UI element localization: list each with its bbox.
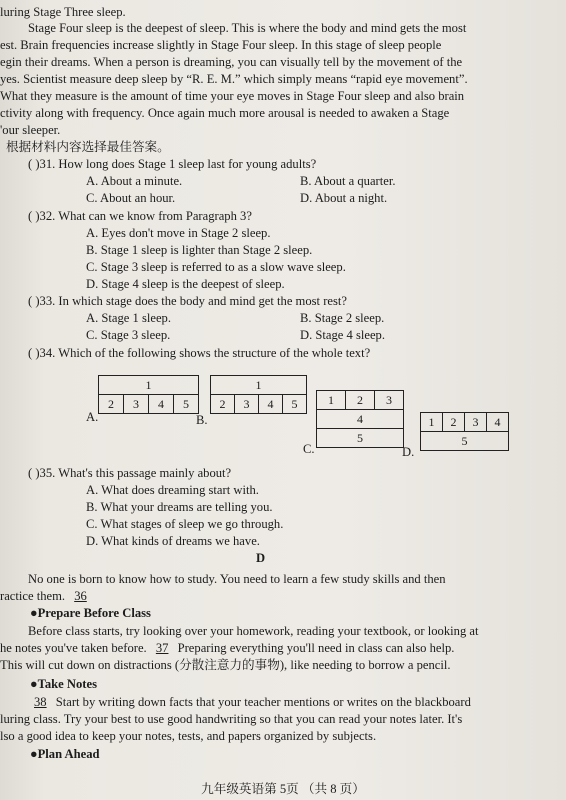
para-line: est. Brain frequencies increase slightly in Stage Four sleep. In this stage of sleep people <box>0 38 442 52</box>
diagram-label-d: D. <box>402 445 415 459</box>
question-32: ( )32. What can we know from Paragraph 3? <box>28 209 252 223</box>
intro-text: ractice them. <box>0 589 66 603</box>
intro-line: No one is born to know how to study. You need to learn a few study skills and then <box>28 572 446 586</box>
para-line: yes. Scientist measure deep sleep by “R. E. M.” which simply means “rapid eye movement”. <box>0 72 468 86</box>
option-d: D. What kinds of dreams we have. <box>86 534 260 548</box>
p2-line: luring class. Try your best to use good handwriting so that you can read your notes later. It's <box>0 712 463 726</box>
diagram-cell: 1 <box>211 376 307 395</box>
diagram-cell: 4 <box>149 395 174 414</box>
passage-c-line0: luring Stage Three sleep. <box>0 5 126 19</box>
para-line: Stage Four sleep is the deepest of sleep. This is where the body and mind gets the most <box>28 21 467 35</box>
diagram-cell: 1 <box>421 413 443 432</box>
diagram-cell: 5 <box>283 395 307 414</box>
option-a: A. About a minute. <box>86 174 183 188</box>
para-line: ctivity along with frequency. Once again much more arousal is needed to awaken a Stage <box>0 106 450 120</box>
intro-line-2 <box>0 588 93 604</box>
option-b: B. Stage 1 sleep is lighter than Stage 2 sleep. <box>86 243 313 257</box>
para-line: egin their dreams. When a person is dreaming, you can visually tell by the movement of the <box>0 55 463 69</box>
diagram-cell: 1 <box>99 376 199 395</box>
diagram-cell: 1 <box>317 391 346 410</box>
instruction: 根据材料内容选择最佳答案。 <box>6 140 170 154</box>
diagram-cell: 5 <box>174 395 199 414</box>
option-a: A. Stage 1 sleep. <box>86 311 171 325</box>
p1-text: Preparing everything you'll need in class can also help. <box>177 641 455 655</box>
diagram-cell: 3 <box>465 413 487 432</box>
blank-37: 37 <box>155 641 169 655</box>
para-line: What they measure is the amount of time your eye moves in Stage Four sleep and also brain <box>0 89 465 103</box>
option-d: D. About a night. <box>300 191 388 205</box>
structure-diagram-b <box>210 375 307 414</box>
option-d: D. Stage 4 sleep is the deepest of sleep. <box>86 277 285 291</box>
diagram-cell: 3 <box>235 395 259 414</box>
passage-d-letter: D <box>256 551 266 565</box>
heading-notes: ●Take Notes <box>30 677 97 691</box>
p2-line: lso a good idea to keep your notes, tests, and papers organized by subjects. <box>0 729 377 743</box>
diagram-cell: 2 <box>99 395 124 414</box>
diagram-label-c: C. <box>303 442 315 456</box>
structure-diagram-c <box>316 390 404 448</box>
question-34: ( )34. Which of the following shows the structure of the whole text? <box>28 346 371 360</box>
option-b: B. What your dreams are telling you. <box>86 500 273 514</box>
p2-line <box>28 694 471 710</box>
blank-38: 38 <box>34 695 47 709</box>
blank-36: 36 <box>74 589 87 603</box>
page-footer: 九年级英语第 5页 （共 8 页） <box>201 782 365 796</box>
option-c: C. Stage 3 sleep is referred to as a slow wave sleep. <box>86 260 346 274</box>
question-35: ( )35. What's this passage mainly about? <box>28 466 232 480</box>
diagram-label-b: B. <box>196 413 208 427</box>
diagram-cell: 2 <box>443 413 465 432</box>
diagram-cell: 4 <box>317 410 404 429</box>
diagram-cell: 5 <box>317 429 404 448</box>
heading-plan: ●Plan Ahead <box>30 747 100 761</box>
diagram-label-a: A. <box>86 410 99 424</box>
question-31: ( )31. How long does Stage 1 sleep last for young adults? <box>28 157 317 171</box>
structure-diagram-a <box>98 375 199 414</box>
option-d: D. Stage 4 sleep. <box>300 328 385 342</box>
para-line: 'our sleeper. <box>0 123 61 137</box>
diagram-cell: 3 <box>375 391 404 410</box>
option-a: A. Eyes don't move in Stage 2 sleep. <box>86 226 271 240</box>
diagram-cell: 4 <box>487 413 509 432</box>
diagram-cell: 5 <box>421 432 509 451</box>
heading-prepare: ●Prepare Before Class <box>30 606 151 620</box>
diagram-cell: 2 <box>211 395 235 414</box>
diagram-cell: 4 <box>259 395 283 414</box>
option-b: B. Stage 2 sleep. <box>300 311 385 325</box>
p1-line: Before class starts, try looking over your homework, reading your textbook, or looking at <box>28 624 479 638</box>
option-a: A. What does dreaming start with. <box>86 483 259 497</box>
p1-line: This will cut down on distractions (分散注意力的事物), like needing to borrow a pencil. <box>0 658 451 672</box>
option-c: C. Stage 3 sleep. <box>86 328 171 342</box>
option-c: C. What stages of sleep we go through. <box>86 517 284 531</box>
structure-diagram-d <box>420 412 509 451</box>
p2-text: Start by writing down facts that your teacher mentions or writes on the blackboard <box>55 695 471 709</box>
option-c: C. About an hour. <box>86 191 176 205</box>
option-b: B. About a quarter. <box>300 174 396 188</box>
question-33: ( )33. In which stage does the body and mind get the most rest? <box>28 294 347 308</box>
diagram-cell: 3 <box>124 395 149 414</box>
p1-line-2 <box>0 640 454 656</box>
diagram-cell: 2 <box>346 391 375 410</box>
p1-text: he notes you've taken before. <box>0 641 147 655</box>
